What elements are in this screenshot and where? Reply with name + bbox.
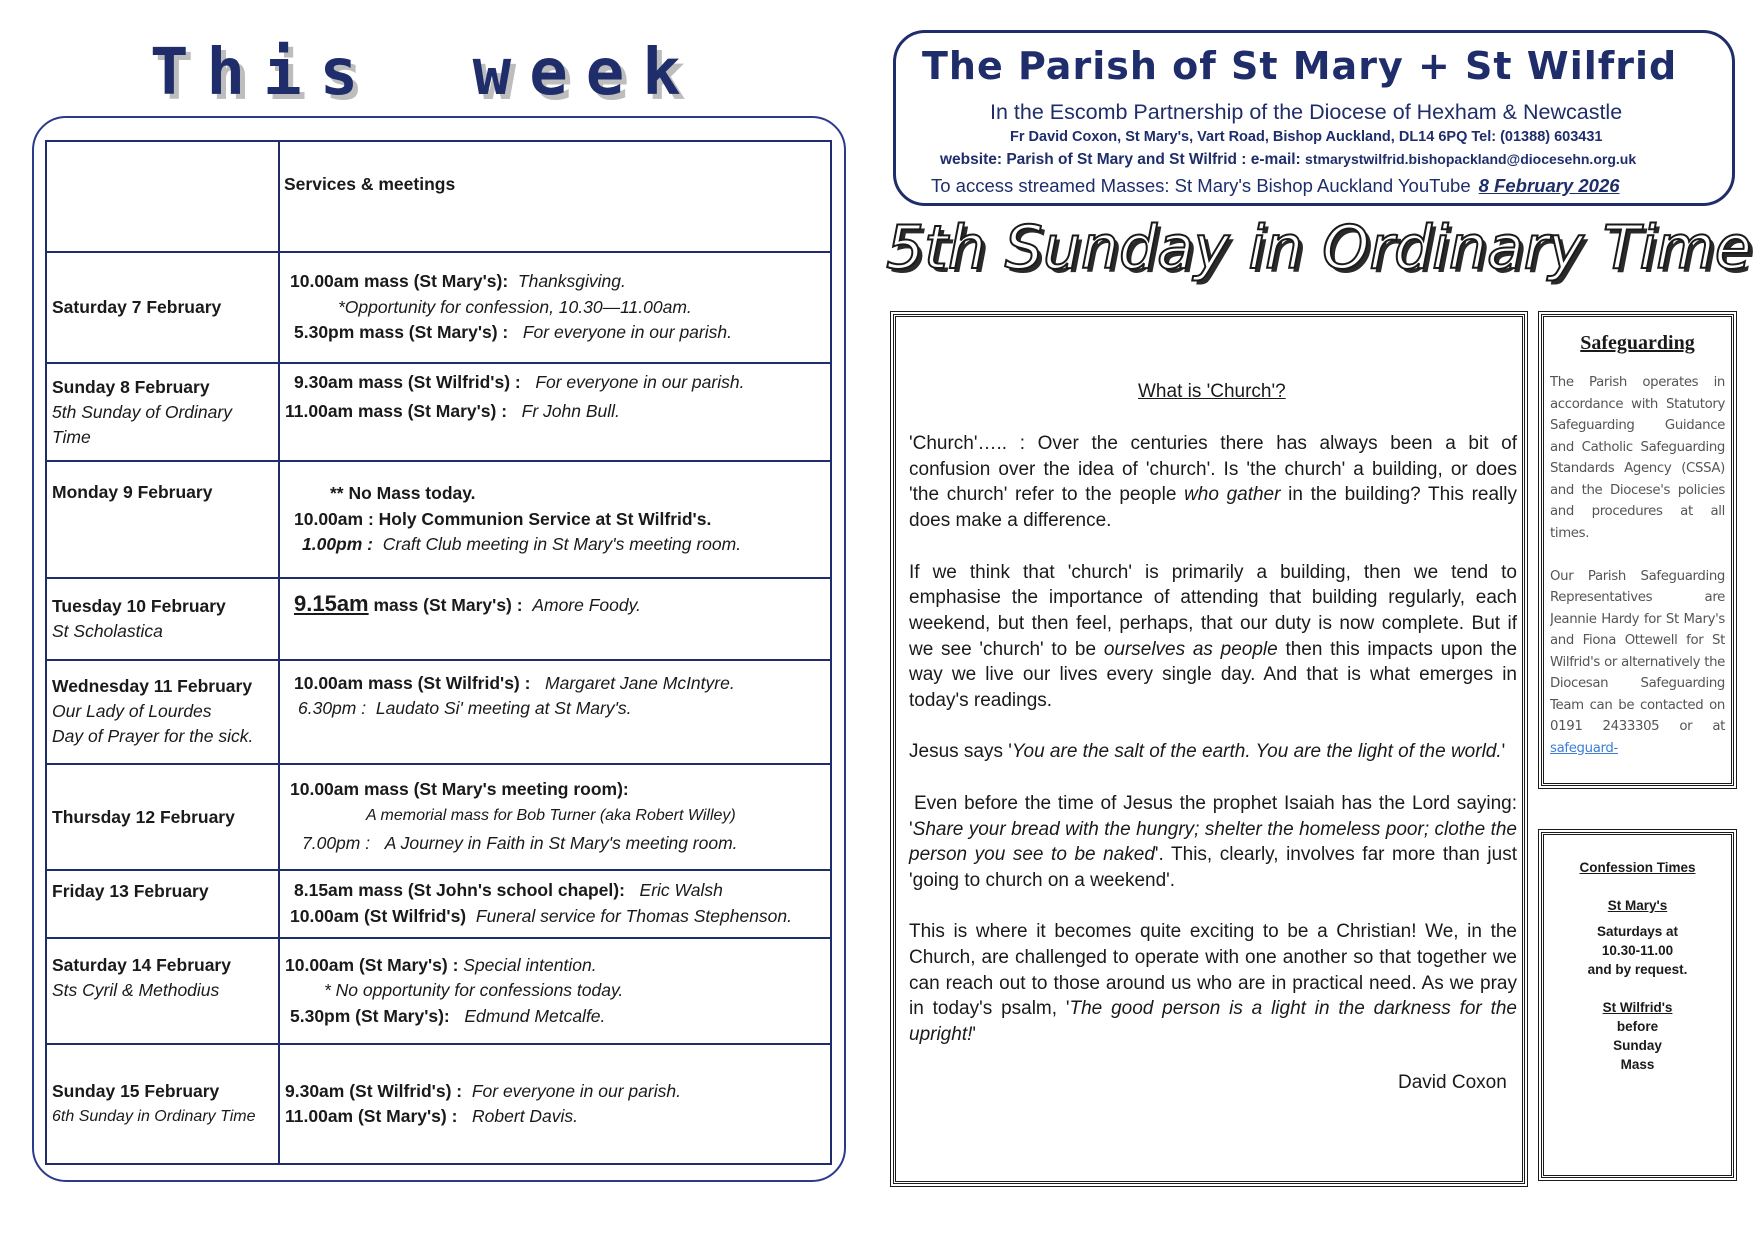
email-link[interactable]: stmarystwilfrid.bishopackland@diocesehn.org.uk	[1305, 151, 1637, 167]
table-row	[46, 578, 831, 660]
safeguarding-email-link[interactable]: safeguard-	[1550, 740, 1618, 756]
day-name: Sunday 15 February	[52, 1081, 220, 1102]
service-intention: Robert Davis.	[472, 1106, 579, 1127]
confession-line: Sunday	[1613, 1038, 1662, 1053]
table-row	[46, 660, 831, 764]
table-row	[46, 461, 831, 578]
service-intention: For everyone in our parish.	[535, 371, 745, 392]
day-name: Tuesday 10 February	[52, 595, 226, 616]
safeguarding-body	[1550, 372, 1725, 778]
service-intention: Thanksgiving.	[517, 271, 626, 292]
day-feast: 6th Sunday in Ordinary Time	[52, 1108, 256, 1126]
confession-title: Confession Times	[1579, 860, 1696, 875]
confession-st-wilfrids: St Wilfrid's	[1602, 1000, 1673, 1015]
confession-line: and by request.	[1587, 962, 1688, 977]
schedule-table	[45, 140, 832, 1165]
confession-line: before	[1616, 1019, 1659, 1034]
table-row	[46, 764, 831, 870]
table-row	[46, 870, 831, 937]
bulletin-date: 8 February 2026	[1478, 175, 1620, 196]
day-feast: St Scholastica	[52, 620, 163, 641]
day-name: Saturday 14 February	[52, 954, 231, 975]
service-cell	[279, 252, 831, 363]
service-time: 8.15am mass (St John's school chapel):	[294, 880, 625, 901]
article-body	[909, 431, 1517, 1074]
service-note: * No opportunity for confessions today.	[324, 980, 624, 1001]
service-time: 10.00am (St Wilfrid's)	[290, 905, 467, 926]
service-note: *Opportunity for confession, 10.30—11.00am.	[338, 296, 692, 317]
confession-line: 10.30-11.00	[1601, 943, 1674, 958]
article-paragraph: If we think that 'church' is primarily a building, then we tend to emphasise the importance of attending that building regularly, each weekend, but then feel, perhaps, that our duty is now complete. But if we see 'church' to be ourselves as people then this impacts upon the way we live our lives every single day. And that is what emerges in today's readings.	[909, 561, 1518, 712]
day-name: Thursday 12 February	[52, 806, 235, 827]
day-cell	[46, 1044, 279, 1164]
service-intention: Special intention.	[463, 954, 597, 975]
service-note: ** No Mass today.	[330, 483, 476, 504]
service-intention: A Journey in Faith in St Mary's meeting room.	[384, 833, 738, 854]
day-feast: 5th Sunday of Ordinary	[52, 401, 232, 422]
website-line	[940, 151, 1636, 169]
service-intention: Eric Walsh	[639, 880, 723, 901]
safeguarding-title: Safeguarding	[1580, 332, 1695, 354]
stream-line	[931, 175, 1620, 197]
service-cell	[279, 938, 831, 1044]
sunday-title: 5th Sunday in Ordinary Time	[886, 213, 1752, 283]
priest-contact-line: Fr David Coxon, St Mary's, Vart Road, Bishop Auckland, DL14 6PQ Tel: (01388) 603431	[1010, 129, 1603, 145]
day-name: Wednesday 11 February	[52, 676, 253, 697]
service-note: A memorial mass for Bob Turner (aka Robert Willey)	[366, 806, 736, 824]
safeguarding-paragraph: Our Parish Safeguarding Representatives are Jeannie Hardy for St Mary's and Fiona Ottewell for St Wilfrid's or alternatively the Diocesan Safeguarding Team can be contacted on 0191 2433305 or at safeguard-	[1550, 568, 1725, 756]
service-intention: Amore Foody.	[532, 594, 641, 615]
day-cell	[46, 252, 279, 363]
confession-st-marys: St Mary's	[1607, 898, 1668, 913]
service-cell	[279, 1044, 831, 1164]
website-label: website: Parish of St Mary and St Wilfrid : e-mail:	[940, 151, 1301, 168]
service-intention: For everyone in our parish.	[471, 1080, 681, 1101]
article-paragraph: 'Church'….. : Over the centuries there has always been a bit of confusion over the idea of 'church'. Is 'the church' a building, or does 'the church' refer to the people who gather in the building? This really does make a difference.	[909, 433, 1517, 532]
day-feast: Day of Prayer for the sick.	[52, 726, 254, 747]
table-row	[46, 252, 831, 363]
service-time: 5.30pm mass (St Mary's) :	[294, 322, 509, 343]
confession-line: Saturdays at	[1596, 924, 1679, 939]
day-name: Monday 9 February	[52, 482, 213, 503]
stream-info: To access streamed Masses: St Mary's Bishop Auckland YouTube	[931, 175, 1471, 196]
day-cell	[46, 363, 279, 462]
service-time: 7.00pm :	[302, 833, 371, 854]
day-cell	[46, 578, 279, 660]
service-cell	[279, 764, 831, 870]
service-time: 9.30am (St Wilfrid's) :	[285, 1080, 463, 1101]
services-header: Services & meetings	[279, 141, 831, 252]
service-intention: For everyone in our parish.	[522, 322, 732, 343]
day-cell	[46, 660, 279, 764]
table-row	[46, 1044, 831, 1164]
service-time: 10.00am mass (St Wilfrid's) :	[294, 672, 531, 693]
day-cell	[46, 461, 279, 578]
table-row	[46, 363, 831, 462]
day-cell	[46, 938, 279, 1044]
service-cell	[279, 363, 831, 462]
day-name: Friday 13 February	[52, 881, 209, 902]
service-time: 10.00am (St Mary's) :	[285, 954, 459, 975]
safeguarding-paragraph: The Parish operates in accordance with Statutory Safeguarding Guidance and Catholic Safeguarding Standards Agency (CSSA) and the Diocese's policies and procedures at all times.	[1550, 375, 1725, 541]
parish-title: The Parish of St Mary + St Wilfrid	[922, 44, 1678, 88]
service-time: 10.00am : Holy Communion Service at St Wilfrid's.	[294, 508, 712, 529]
service-intention: Edmund Metcalfe.	[464, 1005, 606, 1026]
service-time: 10.00am mass (St Mary's):	[290, 271, 509, 292]
article-author: David Coxon	[1398, 1072, 1507, 1093]
confession-line: Mass	[1620, 1057, 1655, 1072]
service-time: 6.30pm :	[298, 698, 367, 719]
partnership-line: In the Escomb Partnership of the Diocese of Hexham & Newcastle	[990, 100, 1623, 124]
article-paragraph: Jesus says 'You are the salt of the earth. You are the light of the world.'	[909, 741, 1506, 763]
article-paragraph: This is where it becomes quite exciting to be a Christian! We, in the Church, are challenged to operate with one another so that together we can reach out to those around us who are in practical need. As we pray in today's psalm, 'The good person is a light in the darkness for the upright!'	[909, 921, 1517, 1046]
this-week-title: This week	[150, 36, 699, 110]
day-name: Sunday 8 February	[52, 376, 210, 397]
service-time: 11.00am mass (St Mary's) :	[285, 401, 508, 422]
service-intention: Fr John Bull.	[521, 401, 620, 422]
article-heading: What is 'Church'?	[1138, 381, 1286, 402]
service-time-highlight: 9.15am	[294, 590, 369, 616]
day-name: Saturday 7 February	[52, 296, 222, 317]
service-intention: Laudato Si' meeting at St Mary's.	[375, 698, 632, 719]
service-time: 10.00am mass (St Mary's meeting room):	[290, 779, 629, 800]
article-paragraph: Even before the time of Jesus the prophet Isaiah has the Lord saying: 'Share your bread with the hungry; shelter the homeless poor; clothe the person you see to be naked'. This, clearly, involves far more than just 'going to church on a weekend'.	[909, 792, 1517, 891]
day-cell	[46, 764, 279, 870]
table-row	[46, 938, 831, 1044]
service-cell	[279, 578, 831, 660]
service-intention: Craft Club meeting in St Mary's meeting room.	[382, 534, 742, 555]
service-cell	[279, 461, 831, 578]
service-time: 1.00pm :	[302, 534, 373, 555]
service-cell	[279, 660, 831, 764]
service-time: 5.30pm (St Mary's):	[290, 1005, 450, 1026]
schedule-header-row	[46, 141, 831, 252]
header-empty-cell	[46, 141, 279, 252]
day-cell	[46, 870, 279, 937]
day-feast: Sts Cyril & Methodius	[52, 979, 220, 1000]
day-feast: Our Lady of Lourdes	[52, 701, 212, 722]
service-time: 9.30am mass (St Wilfrid's) :	[294, 371, 521, 392]
service-time: 11.00am (St Mary's) :	[285, 1106, 458, 1127]
service-intention: Margaret Jane McIntyre.	[545, 672, 735, 693]
service-time: mass (St Mary's) :	[373, 594, 523, 615]
service-intention: Funeral service for Thomas Stephenson.	[475, 905, 793, 926]
service-cell	[279, 870, 831, 937]
day-feast: Time	[52, 426, 91, 447]
